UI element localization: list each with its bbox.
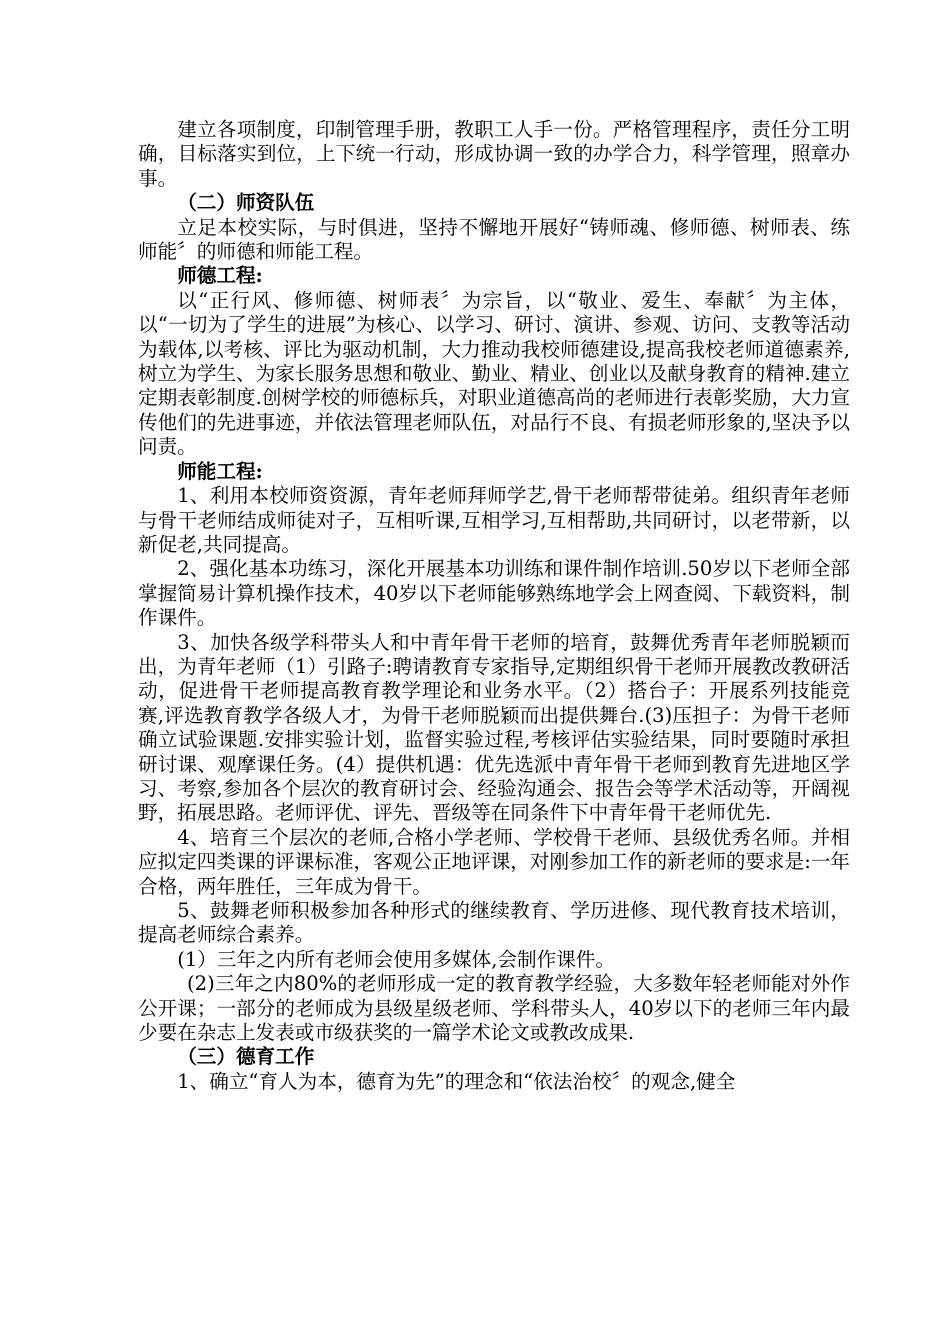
section-heading: （三）德育工作 [177, 1045, 315, 1069]
document-page [138, 118, 850, 1094]
subsection-heading: 师能工程: [177, 459, 263, 483]
list-item: 5、鼓舞老师积极参加各种形式的继续教育、学历进修、现代教育技术培训，提高老师综合素养。 [138, 899, 850, 947]
sub-list-item: (2)三年之内80%的老师形成一定的教育教学经验，大多数年轻老师能对外作公开课；一部分的老师成为县级星级老师、学科带头人，40岁以下的老师三年内最少要在杂志上发表或市级获奖的一篇学术论文或教改成果. [138, 972, 850, 1045]
list-item: 1、利用本校师资资源，青年老师拜师学艺,骨干老师帮带徒弟。组织青年老师与骨干老师结成师徒对子，互相听课,互相学习,互相帮助,共同研讨，以老带新，以新促老,共同提高。 [138, 484, 850, 556]
sub-list-item: (1）三年之内所有老师会使用多媒体,会制作课件。 [177, 947, 615, 971]
paragraph: 建立各项制度，印制管理手册，教职工人手一份。严格管理程序，责任分工明确，目标落实到位，上下统一行动，形成协调一致的办学合力，科学管理，照章办事。 [138, 118, 850, 190]
paragraph: 1、确立“育人为本，德育为先”的理念和“依法治校〞的观念,健全 [177, 1069, 736, 1093]
section-heading: （二）师资队伍 [177, 191, 315, 215]
list-item: 2、强化基本功练习，深化开展基本功训练和课件制作培训.50岁以下老师全部掌握简易计算机操作技术，40岁以下老师能够熟练地学会上网查阅、下载资料，制作课件。 [138, 557, 850, 630]
subsection-heading: 师德工程: [177, 264, 263, 288]
paragraph: 以“正行风、修师德、树师表〞为宗旨，以“敬业、爱生、奉献〞为主体，以“一切为了学生的进展”为核心、以学习、研讨、演讲、参观、访问、支教等活动为载体,以考核、评比为驱动机制，大力推动我校师德建设,提高我校老师道德素养,树立为学生、为家长服务思想和敬业、勤业、精业、创业以及献身教育的精神.建立定期表彰制度.创树学校的师德标兵，对职业道德高尚的老师进行表彰奖励，大力宣传他们的先进事迹，并依法管理老师队伍，对品行不良、有损老师形象的,坚决予以问责。 [138, 288, 850, 459]
list-item: 3、加快各级学科带头人和中青年骨干老师的培育，鼓舞优秀青年老师脱颖而出，为青年老师（1）引路子:聘请教育专家指导,定期组织骨干老师开展教改教研活动，促进骨干老师提高教育教学理论和业务水平。（2）搭台子：开展系列技能竞赛,评选教育教学各级人才，为骨干老师脱颖而出提供舞台.(3)压担子：为骨干老师确立试验课题.安排实验计划，监督实验过程,考核评估实验结果，同时要随时承担研讨课、观摩课任务。(4）提供机遇：优先选派中青年骨干老师到教育先进地区学习、考察,参加各个层次的教育研讨会、经验沟通会、报告会等学术活动等，开阔视野，拓展思路。老师评优、评先、晋级等在同条件下中青年骨干老师优先. [138, 630, 850, 825]
list-item: 4、培育三个层次的老师,合格小学老师、学校骨干老师、县级优秀名师。并相应拟定四类课的评课标准，客观公正地评课，对刚参加工作的新老师的要求是:一年合格，两年胜任，三年成为骨干。 [138, 825, 850, 898]
paragraph: 立足本校实际，与时俱进，坚持不懈地开展好“铸师魂、修师德、树师表、练师能〞的师德和师能工程。 [138, 215, 850, 264]
